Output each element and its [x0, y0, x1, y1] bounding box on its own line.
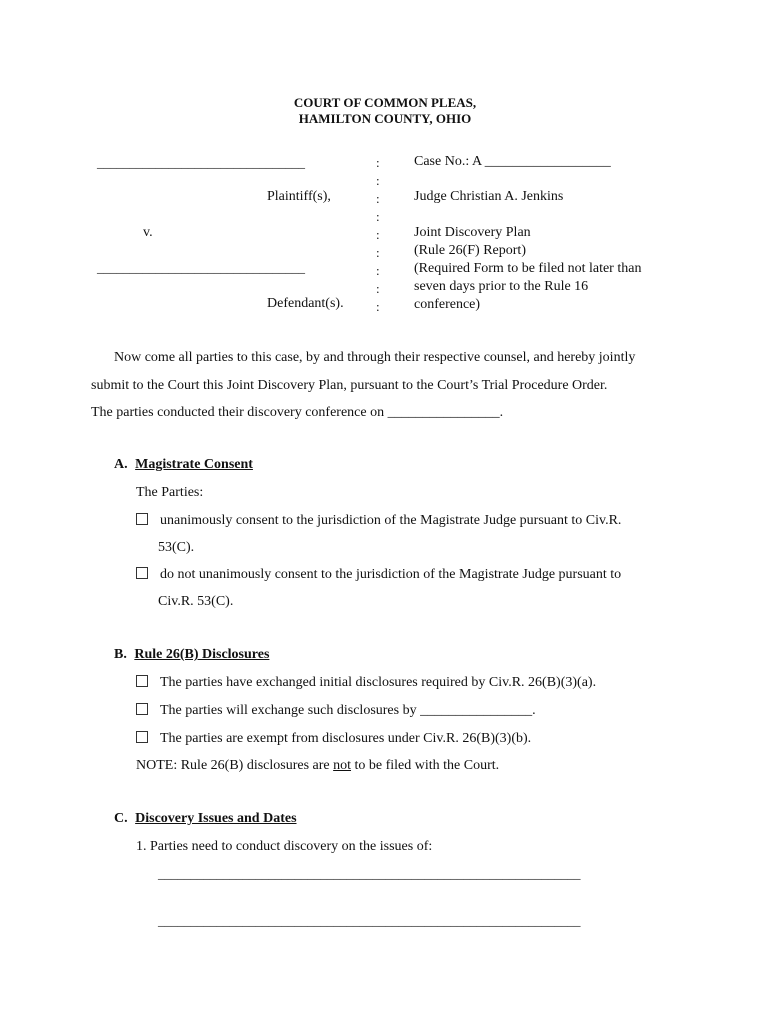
caption-colon: : — [376, 209, 380, 224]
checkbox[interactable] — [136, 703, 148, 715]
section-title: Discovery Issues and Dates — [135, 811, 297, 826]
section-c-heading — [114, 811, 297, 827]
caption-colon: : — [376, 227, 380, 242]
disclosure-option[interactable] — [136, 703, 536, 719]
caption-colon: : — [376, 155, 380, 170]
intro-line: The parties conducted their discovery conference on ________________. — [91, 405, 504, 420]
caption-colon: : — [376, 191, 380, 206]
section-b-heading — [114, 647, 269, 663]
document-title: Joint Discovery Plan — [414, 225, 531, 240]
option-label: The parties will exchange such disclosures by ________________. — [160, 703, 536, 718]
caption-colon: : — [376, 263, 380, 278]
option-continuation: Civ.R. 53(C). — [158, 594, 234, 609]
case-number: Case No.: A __________________ — [414, 154, 611, 169]
option-label: The parties are exempt from disclosures under Civ.R. 26(B)(3)(b). — [160, 731, 532, 746]
note-text: NOTE: Rule 26(B) disclosures are — [136, 758, 334, 773]
note-text: to be filed with the Court. — [351, 758, 500, 773]
filing-note: conference) — [414, 297, 481, 312]
disclosure-note — [136, 758, 499, 774]
option-label: do not unanimously consent to the jurisdiction of the Magistrate Judge pursuant to — [160, 567, 622, 582]
intro-line: Now come all parties to this case, by and through their respective counsel, and hereby jointly — [114, 350, 636, 365]
versus-label: v. — [143, 225, 153, 240]
defendant-label: Defendant(s). — [267, 296, 344, 311]
intro-line: submit to the Court this Joint Discovery Plan, pursuant to the Court’s Trial Procedure Order. — [91, 378, 608, 393]
plaintiff-label: Plaintiff(s), — [267, 189, 331, 204]
county-name: HAMILTON COUNTY, OHIO — [298, 111, 472, 126]
section-letter: A. — [114, 457, 128, 472]
issues-blank-line[interactable]: _________________________________________________________________ — [158, 866, 581, 881]
option-label: The parties have exchanged initial disclosures required by Civ.R. 26(B)(3)(a). — [160, 675, 597, 690]
note-emphasis: not — [333, 758, 352, 773]
disclosure-option[interactable] — [136, 675, 596, 691]
caption-colon: : — [376, 245, 380, 260]
no-consent-option[interactable] — [136, 567, 621, 583]
option-label: unanimously consent to the jurisdiction of the Magistrate Judge pursuant to Civ.R. — [160, 513, 622, 528]
section-title: Magistrate Consent — [135, 457, 253, 472]
checkbox[interactable] — [136, 731, 148, 743]
parties-lead: The Parties: — [136, 485, 204, 500]
checkbox[interactable] — [136, 513, 148, 525]
discovery-item-1: 1. Parties need to conduct discovery on the issues of: — [136, 839, 433, 854]
section-letter: C. — [114, 811, 128, 826]
disclosure-option[interactable] — [136, 731, 531, 747]
caption-colon: : — [376, 173, 380, 188]
filing-note: (Required Form to be filed not later than — [414, 261, 642, 276]
caption-colon: : — [376, 299, 380, 314]
judge-name: Judge Christian A. Jenkins — [414, 189, 564, 204]
caption-colon: : — [376, 281, 380, 296]
checkbox[interactable] — [136, 567, 148, 579]
section-a-heading — [114, 457, 253, 473]
plaintiff-blank: ________________________________ — [97, 155, 305, 170]
defendant-blank: ________________________________ — [97, 260, 305, 275]
section-title: Rule 26(B) Disclosures — [134, 647, 270, 662]
document-subtitle: (Rule 26(F) Report) — [414, 243, 526, 258]
issues-blank-line[interactable]: _________________________________________________________________ — [158, 913, 581, 928]
checkbox[interactable] — [136, 675, 148, 687]
consent-option[interactable] — [136, 513, 621, 529]
option-continuation: 53(C). — [158, 540, 195, 555]
filing-note: seven days prior to the Rule 16 — [414, 279, 589, 294]
section-letter: B. — [114, 647, 127, 662]
court-name: COURT OF COMMON PLEAS, — [293, 95, 477, 110]
